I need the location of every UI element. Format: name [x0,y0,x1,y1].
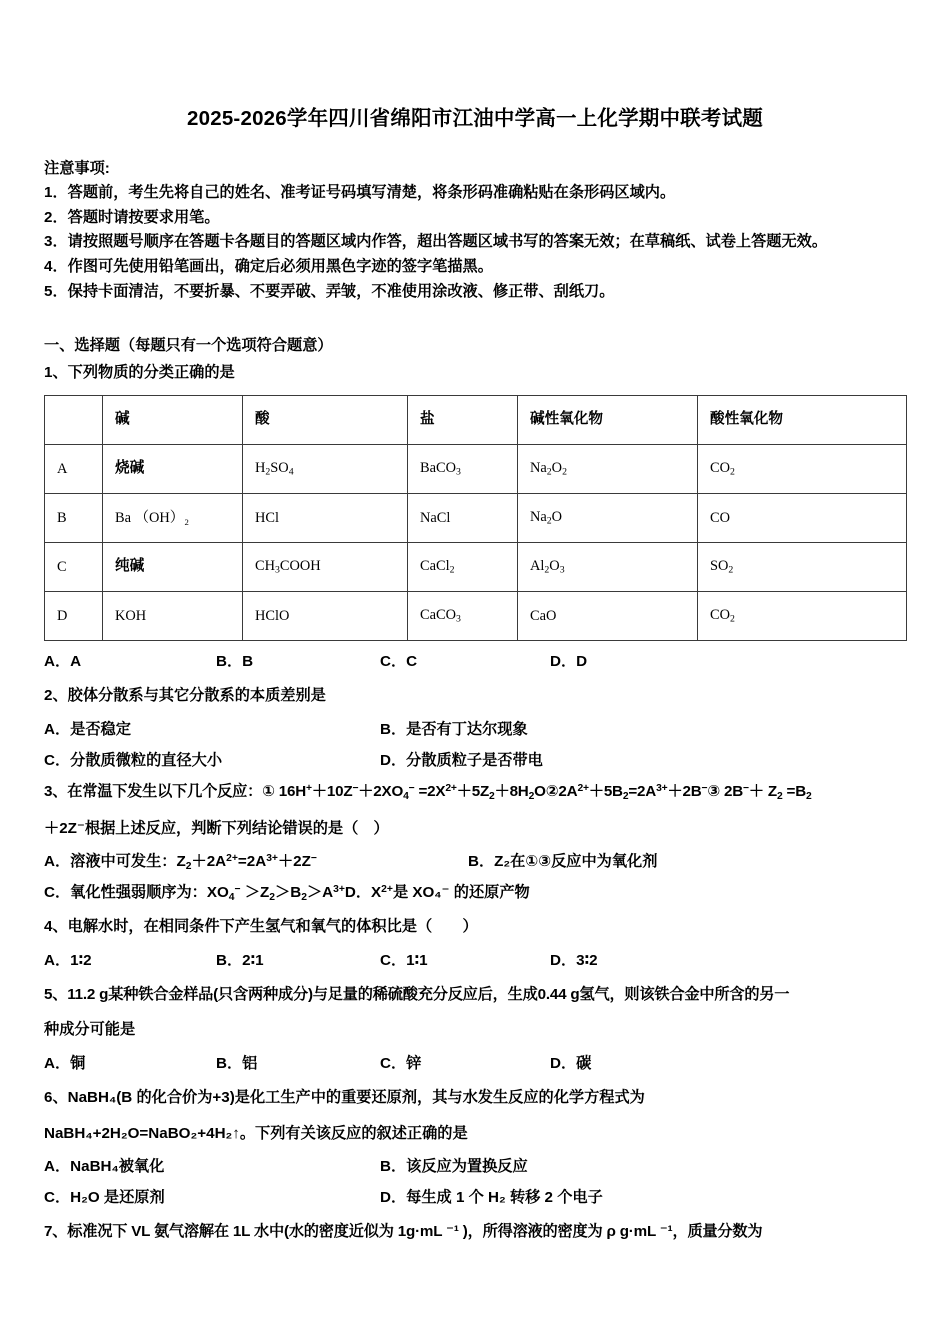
option-a[interactable]: A．溶液中可发生：$Z_2+2A^{2+}=2A^{3+}+2Z^-$ [44,853,317,873]
option-c[interactable]: C．H₂O 是还原剂 [44,1189,165,1207]
notice-item-3: 3．请按照题号顺序在答题卡各题目的答题区域内作答，超出答题区域书写的答案无效；在草稿纸、试卷上答题无效。 [44,233,828,251]
cell-acid: HClO [243,592,408,641]
row-label: C [45,543,103,592]
question-3-equations: ① $16H^++10Z^-+2XO_4^-$ $=2X^{2+}+5Z_2+8H_2O②2A^{2+}+5B_2=2A^{3+}+2B^-③$ $2B^-+ Z_2 =B_2$ [262,782,812,802]
table-row [45,494,907,543]
table-header-base: 碱 [103,396,243,445]
option-b[interactable]: B．2∶1 [216,951,264,969]
notice-item-4: 4．作图可先使用铅笔画出，确定后必须用黑色字迹的签字笔描黑。 [44,258,493,276]
option-d-text: 是 XO₄⁻ 的还原产物 [392,884,530,902]
table-header-acid: 酸 [243,396,408,445]
cell-base: 烧碱 [103,445,243,494]
option-c[interactable]: C．C [380,653,418,671]
question-5-stem-line-1: 5、11.2 g某种铁合金样品(只含两种成分)与足量的稀硫酸充分反应后，生成0.44 g氢气，则该铁合金中所含的另一 [44,985,790,1003]
table-row [45,592,907,641]
table-header-blank [45,396,103,445]
option-d[interactable]: D．3∶2 [550,951,598,969]
notice-heading: 注意事项: [44,159,110,177]
cell-basic-oxide: $Na_2O_2$ [518,445,698,494]
cell-acid: HCl [243,494,408,543]
row-label: A [45,445,103,494]
cell-acidic-oxide: $CO_2$ [698,592,907,641]
question-2-stem: 2、胶体分散系与其它分散系的本质差别是 [44,687,326,705]
page-title: 2025-2026学年四川省绵阳市江油中学高一上化学期中联考试题 [187,107,763,130]
option-a[interactable]: A．1∶2 [44,951,92,969]
question-6-stem-line-2: NaBH₄+2H₂O=NaBO₂+4H₂↑。下列有关该反应的叙述正确的是 [44,1124,468,1142]
option-b[interactable]: B．是否有丁达尔现象 [380,720,528,738]
cell-acid: $CH_3COOH$ [243,543,408,592]
option-b[interactable]: B．B [216,653,254,671]
cell-basic-oxide: $Al_2O_3$ [518,543,698,592]
question-7-stem: 7、标准况下 VL 氨气溶解在 1L 水中(水的密度近似为 1g·mL ⁻¹ )，所得溶液的密度为 ρ g·mL ⁻¹，质量分数为 [44,1223,763,1241]
question-3-stem-line-2: ＋2Z⁻根据上述反应，判断下列结论错误的是（ ） [44,819,389,837]
cell-acidic-oxide: $CO_2$ [698,445,907,494]
option-a-label: A．溶液中可发生： [44,853,177,871]
question-6-options-row-2 [44,1186,906,1208]
option-d-label: D． [344,884,372,902]
notice-item-2: 2．答题时请按要求用笔。 [44,208,220,226]
option-b[interactable]: B．铝 [216,1055,258,1072]
cell-base: KOH [103,592,243,641]
notice-item-1: 1．答题前，考生先将自己的姓名、准考证号码填写清楚，将条形码准确粘贴在条形码区域内。 [44,184,676,202]
cell-salt: CaCl$_2$ [408,543,518,592]
question-3-stem-line-1 [44,780,906,806]
option-d[interactable]: D．D [550,653,588,671]
row-label: B [45,494,103,543]
option-b[interactable]: B．该反应为置换反应 [380,1158,528,1176]
option-c-and-d[interactable]: C．氧化性强弱顺序为：$XO_4^- >Z_2>B_2>A^{3+}D$．$X^{2+}$是 XO₄⁻ 的还原产物 [44,884,530,904]
cell-salt: NaCl [408,494,518,543]
table-header-acidic-oxide: 酸性氧化物 [698,396,907,445]
row-label: D [45,592,103,641]
option-a[interactable]: A．NaBH₄被氧化 [44,1158,165,1176]
cell-acid: $H_2SO_4$ [243,445,408,494]
notice-block [44,157,906,305]
question-3-stem-prefix: 3、在常温下发生以下几个反应： [44,782,263,800]
option-c-label: C．氧化性强弱顺序为： [44,884,207,902]
cell-salt: CaCO$_3$ [408,592,518,641]
cell-basic-oxide: CaO [518,592,698,641]
notice-item-5: 5．保持卡面清洁，不要折暴、不要弄破、弄皱，不准使用涂改液、修正带、刮纸刀。 [44,282,615,300]
option-d[interactable]: D．分散质粒子是否带电 [380,751,543,769]
question-4-stem: 4、电解水时，在相同条件下产生氢气和氧气的体积比是（ ） [44,918,478,936]
cell-base: 纯碱 [103,543,243,592]
option-a[interactable]: A．铜 [44,1055,86,1072]
question-1-options [44,650,906,672]
option-c[interactable]: C．锌 [380,1055,422,1072]
classification-table [44,395,907,641]
cell-acidic-oxide: CO [698,494,907,543]
question-3-options-row-2 [44,881,906,903]
option-a[interactable]: A．是否稳定 [44,720,131,738]
cell-basic-oxide: $Na_2O$ [518,494,698,543]
question-2-options-row-1 [44,718,906,740]
option-c[interactable]: C．分散质微粒的直径大小 [44,751,223,769]
option-a[interactable]: A．A [44,653,82,671]
option-c[interactable]: C．1∶1 [380,951,428,969]
table-row [45,445,907,494]
table-header-basic-oxide: 碱性氧化物 [518,396,698,445]
question-5-options [44,1052,906,1074]
cell-base: Ba （OH）₂ [103,494,243,543]
option-d[interactable]: D．每生成 1 个 H₂ 转移 2 个电子 [380,1189,603,1207]
table-header-row [45,396,907,445]
table-row [45,543,907,592]
question-2-options-row-2 [44,749,906,771]
question-5-stem-line-2: 种成分可能是 [44,1021,136,1039]
question-6-stem-line-1: 6、NaBH₄(B 的化合价为+3)是化工生产中的重要还原剂，其与水发生反应的化学方程式为 [44,1089,645,1106]
cell-salt: BaCO$_3$ [408,445,518,494]
question-6-options-row-1 [44,1155,906,1177]
section-title-multiple-choice: 一、选择题（每题只有一个选项符合题意） [44,337,333,355]
option-d[interactable]: D．碳 [550,1055,592,1072]
option-b[interactable]: B．Z₂在①③反应中为氧化剂 [468,853,658,871]
question-4-options [44,949,906,971]
table-header-salt: 盐 [408,396,518,445]
cell-acidic-oxide: $SO_2$ [698,543,907,592]
question-3-options-row-1 [44,850,906,872]
question-1-stem: 1、下列物质的分类正确的是 [44,363,235,381]
